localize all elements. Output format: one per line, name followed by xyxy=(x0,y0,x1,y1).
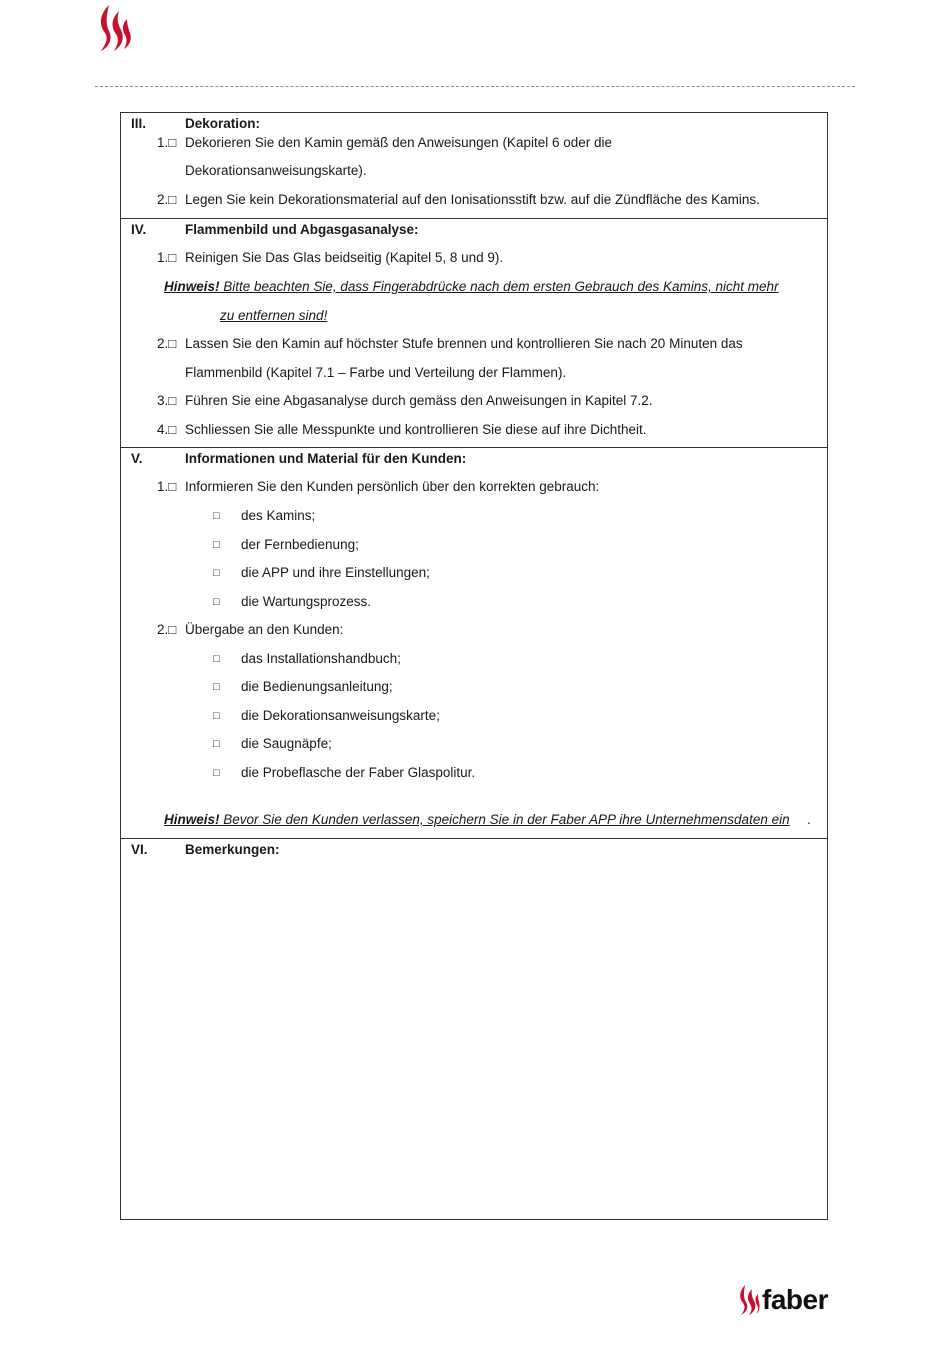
faber-logo xyxy=(738,1284,828,1316)
sub-item-text: die Saugnäpfe; xyxy=(241,736,332,751)
checkbox[interactable]: □ xyxy=(213,681,220,693)
item-number[interactable]: 1.□ xyxy=(157,135,177,150)
item-number[interactable]: 1.□ xyxy=(157,479,177,494)
checkbox[interactable]: □ xyxy=(213,767,220,779)
section-title: Informationen und Material für den Kunden: xyxy=(185,451,467,466)
item-number[interactable]: 2.□ xyxy=(157,336,177,351)
item-text: Legen Sie kein Dekorationsmaterial auf den Ionisationsstift bzw. auf die Zündfläche des Kamins. xyxy=(185,192,760,207)
note-label: Hinweis! xyxy=(164,812,220,827)
item-text: Schliessen Sie alle Messpunkte und kontrollieren Sie diese auf ihre Dichtheit. xyxy=(185,422,647,437)
item-number[interactable]: 3.□ xyxy=(157,393,177,408)
sub-item-text: die Probeflasche der Faber Glaspolitur. xyxy=(241,765,476,780)
item-text: Lassen Sie den Kamin auf höchster Stufe brennen und kontrollieren Sie nach 20 Minuten das xyxy=(185,336,743,351)
item-number[interactable]: 2.□ xyxy=(157,192,177,207)
sub-item-text: des Kamins; xyxy=(241,508,316,523)
section-flame-analysis xyxy=(121,219,827,448)
item-number[interactable]: 1.□ xyxy=(157,250,177,265)
logo-text: faber xyxy=(762,1284,828,1315)
note xyxy=(164,278,779,296)
flame-icon xyxy=(738,1284,760,1316)
item-text: Informieren Sie den Kunden persönlich über den korrekten gebrauch: xyxy=(185,479,600,494)
header-rule xyxy=(95,86,855,87)
item-text: Führen Sie eine Abgasanalyse durch gemäss den Anweisungen in Kapitel 7.2. xyxy=(185,393,653,408)
section-title: Bemerkungen: xyxy=(185,842,280,857)
sub-item-text: der Fernbedienung; xyxy=(241,537,359,552)
section-title: Dekoration: xyxy=(185,116,261,131)
section-number: IV. xyxy=(131,222,147,237)
item-number[interactable]: 2.□ xyxy=(157,622,177,637)
note-text: Bevor Sie den Kunden verlassen, speichern Sie in der Faber APP ihre Unternehmensdaten ein xyxy=(219,812,790,827)
sub-item-text: die Dekorationsanweisungskarte; xyxy=(241,708,440,723)
sub-item-text: das Installationshandbuch; xyxy=(241,651,401,666)
checkbox[interactable]: □ xyxy=(213,539,220,551)
checkbox[interactable]: □ xyxy=(213,738,220,750)
checkbox[interactable]: □ xyxy=(213,596,220,608)
item-text: Übergabe an den Kunden: xyxy=(185,622,344,637)
section-remarks xyxy=(121,839,827,1219)
section-number: VI. xyxy=(131,842,148,857)
section-decoration xyxy=(121,113,827,219)
item-number[interactable]: 4.□ xyxy=(157,422,177,437)
flame-icon xyxy=(95,3,133,53)
checkbox[interactable]: □ xyxy=(213,653,220,665)
sub-item-text: die APP und ihre Einstellungen; xyxy=(241,565,430,580)
item-text: Dekorieren Sie den Kamin gemäß den Anweisungen (Kapitel 6 oder die xyxy=(185,135,613,150)
item-text: Dekorationsanweisungskarte). xyxy=(185,163,367,178)
checkbox[interactable]: □ xyxy=(213,567,220,579)
section-title: Flammenbild und Abgasgasanalyse: xyxy=(185,222,419,237)
sub-item-text: die Bedienungsanleitung; xyxy=(241,679,393,694)
note xyxy=(164,811,790,829)
sub-item-text: die Wartungsprozess. xyxy=(241,594,372,609)
section-number: III. xyxy=(131,116,147,131)
item-text: Reinigen Sie Das Glas beidseitig (Kapitel 5, 8 und 9). xyxy=(185,250,504,265)
note-period: . xyxy=(807,812,811,827)
section-number: V. xyxy=(131,451,143,466)
checkbox[interactable]: □ xyxy=(213,710,220,722)
item-text: Flammenbild (Kapitel 7.1 – Farbe und Verteilung der Flammen). xyxy=(185,365,567,380)
note-text: Bitte beachten Sie, dass Fingerabdrücke nach dem ersten Gebrauch des Kamins, nicht mehr xyxy=(219,279,779,294)
note-text: zu entfernen sind! xyxy=(220,308,328,323)
section-customer-info xyxy=(121,448,827,839)
checklist-table xyxy=(120,112,828,1220)
remarks-area[interactable] xyxy=(121,863,827,1219)
checkbox[interactable]: □ xyxy=(213,510,220,522)
note-label: Hinweis! xyxy=(164,279,220,294)
